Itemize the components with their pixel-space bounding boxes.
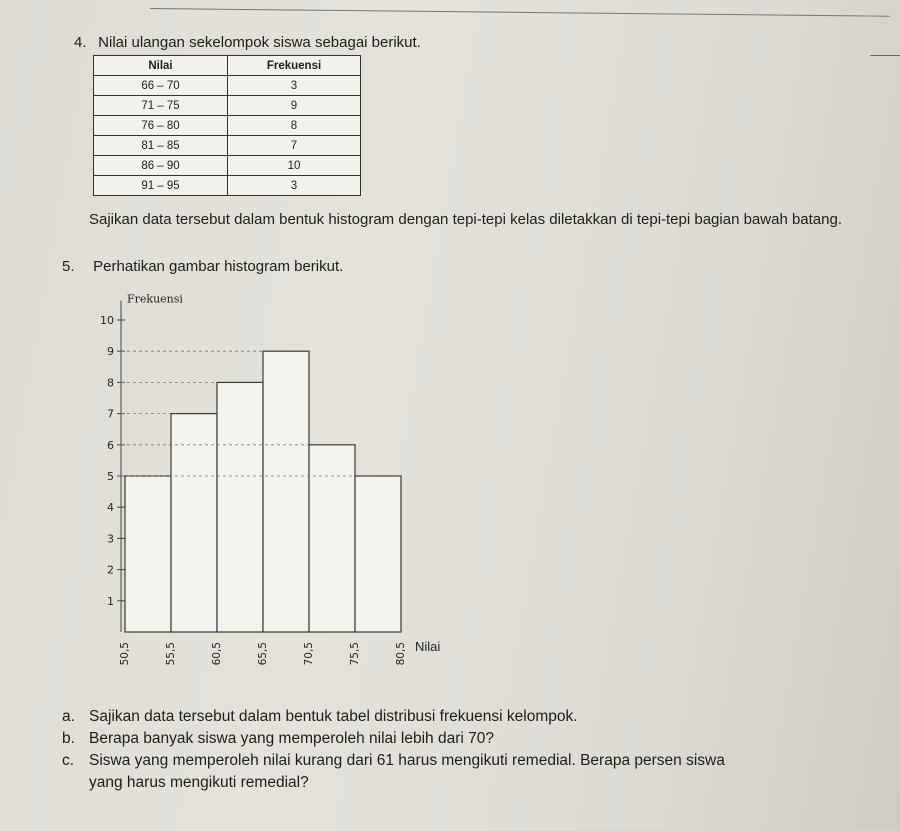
x-tick-label: 55,5: [165, 642, 177, 666]
cell-nilai: 91 – 95: [94, 176, 228, 196]
histogram-bar: [309, 445, 355, 632]
y-axis-label: Frekuensi: [127, 292, 183, 306]
histogram-bar: [355, 476, 401, 632]
frequency-table: [93, 55, 361, 196]
top-rule: [150, 8, 890, 17]
histogram-bar: [125, 476, 171, 632]
y-tick-label: 8: [107, 376, 114, 390]
cell-nilai: 66 – 70: [94, 76, 228, 96]
table-row: [94, 136, 361, 156]
x-axis-label: Nilai: [415, 639, 441, 654]
question-4-number: 4.: [74, 34, 87, 51]
subquestion-a: [62, 706, 892, 728]
x-tick-label: 75,5: [349, 642, 361, 666]
table-row: [94, 96, 361, 116]
subquestion-a-label: a.: [62, 708, 75, 725]
margin-mark: [870, 55, 900, 56]
cell-frekuensi: 3: [228, 176, 361, 196]
y-tick-label: 9: [107, 345, 114, 359]
histogram-bar: [171, 414, 217, 632]
subquestion-c-line1: Siswa yang memperoleh nilai kurang dari 61 harus mengikuti remedial. Berapa persen siswa: [89, 752, 725, 769]
cell-frekuensi: 3: [228, 76, 361, 96]
table-row: [94, 116, 361, 136]
question-5-number: 5.: [62, 258, 75, 275]
table-row: [94, 76, 361, 96]
y-tick-label: 2: [107, 563, 114, 577]
y-tick-label: 5: [107, 470, 114, 483]
histogram-chart: [55, 280, 455, 680]
y-tick-label: 6: [107, 438, 114, 452]
cell-nilai: 81 – 85: [94, 136, 228, 156]
table-row: [94, 156, 361, 176]
cell-frekuensi: 8: [228, 116, 361, 136]
subquestion-list: [62, 706, 892, 794]
cell-nilai: 76 – 80: [94, 116, 228, 136]
header-nilai: Nilai: [94, 56, 228, 76]
header-frekuensi: Frekuensi: [228, 56, 361, 76]
subquestion-c-line2: yang harus mengikuti remedial?: [89, 774, 309, 791]
subquestion-b-text: Berapa banyak siswa yang memperoleh nilai lebih dari 70?: [89, 730, 494, 747]
question-4: [74, 34, 421, 51]
x-tick-label: 80,5: [395, 642, 407, 666]
y-tick-label: 10: [100, 314, 114, 327]
histogram-bar: [217, 382, 263, 632]
subquestion-c-label: c.: [62, 752, 75, 769]
y-tick-label: 3: [107, 532, 114, 546]
y-tick-label: 1: [107, 594, 114, 608]
cell-nilai: 86 – 90: [94, 156, 228, 176]
question-5: [62, 258, 343, 275]
subquestion-a-text: Sajikan data tersebut dalam bentuk tabel distribusi frekuensi kelompok.: [89, 708, 578, 725]
y-tick-label: 4: [107, 501, 114, 515]
y-tick-label: 7: [107, 407, 114, 421]
subquestion-b-label: b.: [62, 730, 75, 747]
cell-frekuensi: 10: [228, 156, 361, 176]
subquestion-c: [62, 750, 892, 772]
subquestion-b: [62, 728, 892, 750]
x-tick-label: 65,5: [257, 642, 269, 666]
x-tick-label: 60,5: [211, 642, 223, 666]
cell-nilai: 71 – 75: [94, 96, 228, 116]
question-5-text: Perhatikan gambar histogram berikut.: [93, 258, 344, 275]
table-row: [94, 176, 361, 196]
x-tick-label: 50,5: [119, 642, 131, 666]
cell-frekuensi: 9: [228, 96, 361, 116]
cell-frekuensi: 7: [228, 136, 361, 156]
table-header-row: [94, 56, 361, 76]
question-4-instruction: Sajikan data tersebut dalam bentuk histogram dengan tepi-tepi kelas diletakkan di tepi-tepi bagian bawah batang.: [89, 211, 842, 228]
x-tick-label: 70,5: [303, 642, 315, 666]
question-4-text: Nilai ulangan sekelompok siswa sebagai berikut.: [98, 34, 421, 51]
histogram-bar: [263, 351, 309, 632]
